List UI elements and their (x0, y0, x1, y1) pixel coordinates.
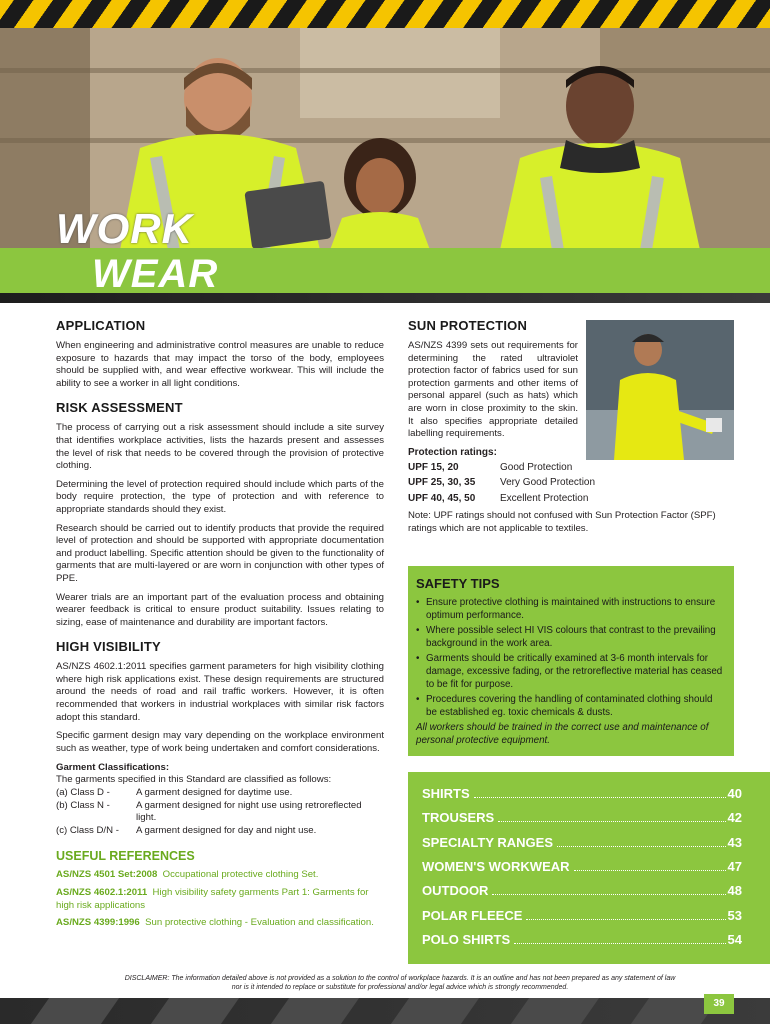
page-title-line2: WEAR (92, 252, 219, 296)
safety-tip (416, 694, 724, 719)
useful-references-heading: USEFUL REFERENCES (56, 849, 195, 864)
reference-code: AS/NZS 4602.1:2011 (56, 887, 148, 898)
index-label: WOMEN'S WORKWEAR (422, 859, 570, 874)
index-page: 40 (727, 786, 742, 801)
safety-tip-text: Garments should be critically examined at 3-6 month intervals for damage, excessive fading, or the retroreflective material has ceased to be fit for purpose. (426, 653, 723, 690)
application-text: When engineering and administrative control measures are unable to reduce exposure to hazards that may impact the torso of the body, employees should be supplied with, and wear effective workwear. This will include the ability to see a worker in all light conditions. (56, 340, 384, 389)
rating-label: Good Protection (500, 461, 573, 473)
safety-tip (416, 625, 724, 650)
sun-protection-heading: SUN PROTECTION (408, 318, 528, 333)
index-page: 47 (727, 859, 742, 874)
bullet-icon: • (416, 625, 420, 637)
safety-tips-box (408, 566, 734, 756)
index-entry-polo-shirts[interactable] (422, 932, 742, 947)
garment-classifications-intro: The garments specified in this Standard are classified as follows: (56, 774, 332, 786)
class-value: A garment designed for day and night use. (136, 824, 317, 836)
class-key: (a) Class D - (56, 787, 110, 799)
left-column (56, 318, 384, 935)
reference-desc: High visibility safety garments Part 1: Garments for high risk applications (56, 887, 369, 911)
index-entry-specialty-ranges[interactable] (422, 835, 742, 850)
reference-desc: Occupational protective clothing Set. (162, 869, 319, 881)
index-leader (574, 870, 726, 871)
index-leader (557, 846, 726, 847)
footer-stripe-decoration (151, 998, 239, 1024)
class-value: A garment designed for daytime use. (136, 787, 293, 799)
class-row (56, 787, 384, 800)
safety-tips-heading: SAFETY TIPS (416, 576, 500, 591)
risk-paragraph: The process of carrying out a risk assessment should include a site survey that identifies workplace activities, lists the hazards present and assesses the level of risk that needs to be covered through the provision of protective clothing. (56, 422, 384, 472)
risk-assessment-heading: RISK ASSESSMENT (56, 400, 183, 416)
index-leader (514, 943, 725, 944)
index-leader (526, 919, 725, 920)
bullet-icon: • (416, 653, 420, 665)
page-title-line1: WORK (56, 205, 193, 252)
bullet-icon: • (416, 597, 420, 608)
index-leader (474, 797, 726, 798)
class-value: A garment designed for night use using retroreflected light. (136, 799, 362, 824)
application-heading: APPLICATION (56, 318, 146, 333)
reference-code: AS/NZS 4501 Set:2008 (56, 869, 158, 881)
reference-item (56, 887, 384, 912)
rating-upf: UPF 25, 30, 35 (408, 477, 476, 489)
reference-desc: Sun protective clothing - Evaluation and classification. (145, 917, 374, 929)
index-label: TROUSERS (422, 810, 495, 825)
index-entry-womens-workwear[interactable] (422, 859, 742, 874)
class-key: (c) Class D/N - (56, 824, 119, 836)
index-leader (492, 894, 725, 895)
disclaimer-text: DISCLAIMER: The information detailed above is not provided as a solution to the control of workplace hazards. It is an outline and has not been prepared as any statement of law nor is it intended to replace or substitute for professional and/or legal advice which is strongly recommended. (124, 975, 676, 991)
protection-ratings-heading: Protection ratings: (408, 446, 497, 458)
high-visibility-heading: HIGH VISIBILITY (56, 639, 161, 655)
class-key: (b) Class N - (56, 799, 110, 811)
reference-code: AS/NZS 4399:1996 (56, 917, 140, 929)
rating-row (408, 491, 734, 507)
risk-paragraph: Research should be carried out to identify products that provide the required level of protection and should be supported with appropriate documentation and product labelling. Specific attention should be given to the functionality of garments that are multi-layered or are worn in conjunction with other types of PPE. (56, 522, 384, 584)
index-label: SPECIALTY RANGES (422, 835, 553, 850)
rating-upf: UPF 15, 20 (408, 461, 459, 473)
bullet-icon: • (416, 694, 420, 706)
risk-paragraph: Determining the level of protection required should include which parts of the body require protection, the type of protection and with reference to appropriate standards should they exist. (56, 478, 384, 515)
page-number: 39 (704, 994, 734, 1014)
index-page: 53 (727, 908, 742, 923)
safety-tip-text: Where possible select HI VIS colours that contrast to the prevailing background in the work area. (426, 625, 716, 649)
safety-tips-footer: All workers should be trained in the correct use and maintenance of personal protective equipment. (416, 722, 709, 746)
index-entry-shirts[interactable] (422, 786, 742, 801)
safety-tip (416, 653, 724, 691)
index-page: 43 (727, 835, 742, 850)
class-row (56, 825, 384, 838)
footer-stripe-decoration (391, 998, 479, 1024)
index-page: 54 (727, 932, 742, 947)
index-page: 42 (727, 810, 742, 825)
risk-paragraph: Wearer trials are an important part of the evaluation process and obtaining wearer feedback is critical to ensure product suitability. Issues relating to sizing, ease of maintenance and durability are important factors. (56, 591, 384, 628)
class-row (56, 800, 384, 825)
safety-tip-text: Ensure protective clothing is maintained with instructions to ensure optimum performance. (426, 597, 716, 621)
reference-item (56, 917, 384, 930)
index-label: POLO SHIRTS (422, 932, 511, 947)
garment-classifications-heading: Garment Classifications: (56, 762, 170, 774)
right-column (408, 318, 734, 541)
hivis-paragraph: Specific garment design may vary depending on the workplace environment such as weather, type of work being undertaken and comfort considerations. (56, 730, 384, 754)
index-entry-polar-fleece[interactable] (422, 908, 742, 923)
hivis-paragraph: AS/NZS 4602.1:2011 specifies garment parameters for high visibility clothing where high risk applications exist. These design requirements are structured around the needs of road and rail traffic workers. However, it is often recommended that workers in industrial workplaces with similar risk factors adopt this standard. (56, 661, 384, 723)
rating-row (408, 460, 734, 476)
rating-row (408, 475, 734, 491)
rating-label: Excellent Protection (500, 492, 589, 504)
index-label: SHIRTS (422, 786, 470, 801)
worker-photo (586, 320, 734, 460)
footer-band (0, 998, 770, 1024)
index-label: POLAR FLEECE (422, 908, 523, 923)
index-entry-outdoor[interactable] (422, 883, 742, 898)
index-leader (498, 821, 725, 822)
reference-item (56, 869, 384, 882)
sun-protection-text: AS/NZS 4399 sets out requirements for determining the rated ultraviolet protection factor of fabrics used for sun protection garments and other items of personal apparel (such as hats) which are worn in close proximity to the skin. It also specifies appropriate detailed labelling requirements. (408, 340, 578, 440)
upf-note: Note: UPF ratings should not confused with Sun Protection Factor (SPF) ratings which are not applicable to textiles. (408, 510, 716, 534)
rating-upf: UPF 40, 45, 50 (408, 492, 476, 504)
safety-tip (416, 597, 724, 622)
footer-stripe-decoration (271, 998, 359, 1024)
footer-stripe-decoration (511, 998, 599, 1024)
index-label: OUTDOOR (422, 883, 489, 898)
index-entry-trousers[interactable] (422, 810, 742, 825)
safety-tip-text: Procedures covering the handling of contaminated clothing should be established eg. toxic chemicals & dusts. (426, 694, 713, 718)
footer-stripe-decoration (31, 998, 119, 1024)
catalog-index (408, 772, 770, 964)
index-page: 48 (727, 883, 742, 898)
rating-label: Very Good Protection (500, 477, 596, 489)
